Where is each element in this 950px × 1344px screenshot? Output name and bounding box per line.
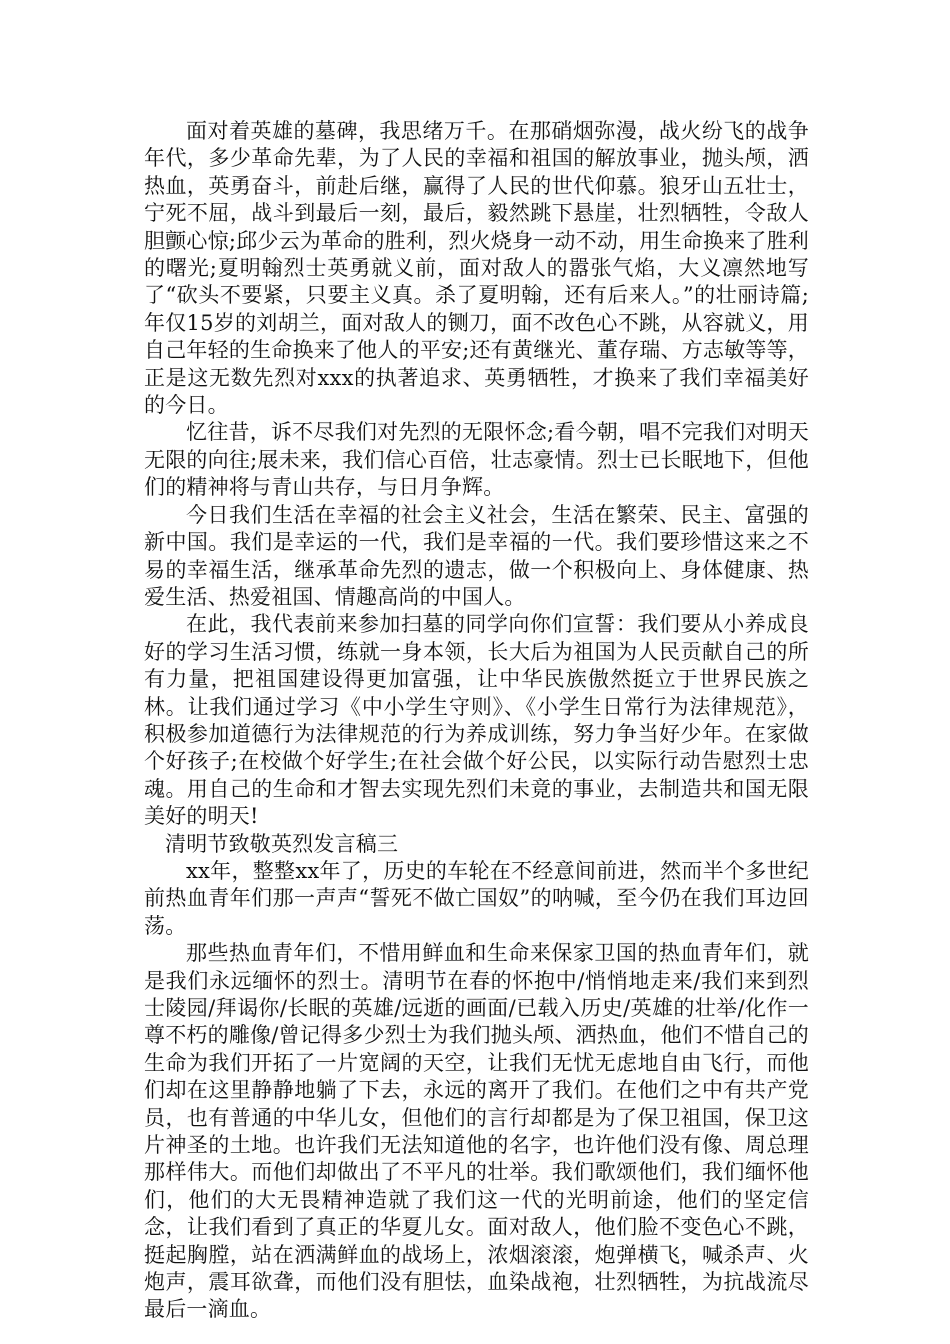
section-title: 清明节致敬英烈发言稿三 [165,831,399,856]
document-body [144,118,809,1324]
paragraph-oath: 在此，我代表前来参加扫墓的同学向你们宣誓：我们要从小养成良好的学习生活习惯，练就一身本领，长大后为祖国为人民贡献自己的所有力量，把祖国建设得更加富强，让中华民族傲然挺立于世界民族之林。让我们通过学习《中小学生守则》、《小学生日常行为法律规范》，积极参加道德行为法律规范的行为养成训练，努力争当好少年。在家做个好孩子;在校做个好学生;在社会做个好公民，以实际行动告慰烈士忠魂。用自己的生命和才智去实现先烈们未竟的事业，去制造共和国无限美好的明天! [144,612,809,829]
paragraph-remembrance: 忆往昔，诉不尽我们对先烈的无限怀念;看今朝，唱不完我们对明天无限的向往;展未来，我们信心百倍，壮志豪情。烈士已长眠地下，但他们的精神将与青山共存，与日月争辉。 [144,420,809,500]
paragraph-history-wheel: xx年，整整xx年了，历史的车轮在不经意间前进，然而半个多世纪前热血青年们那一声声“誓死不做亡国奴”的呐喊，至今仍在我们耳边回荡。 [144,858,809,938]
paragraph-heroes-tombstone: 面对着英雄的墓碑，我思绪万千。在那硝烟弥漫，战火纷飞的战争年代，多少革命先辈，为了人民的幸福和祖国的解放事业，抛头颅，洒热血，英勇奋斗，前赴后继，赢得了人民的世代仰慕。狼牙山五壮士，宁死不屈，战斗到最后一刻，最后，毅然跳下悬崖，壮烈牺牲，令敌人胆颤心惊;邱少云为革命的胜利，烈火烧身一动不动，用生命换来了胜利的曙光;夏明翰烈士英勇就义前，面对敌人的嚣张气焰，大义凛然地写了“砍头不要紧，只要主义真。杀了夏明翰，还有后来人。”的壮丽诗篇;年仅15岁的刘胡兰，面对敌人的铡刀，面不改色心不跳，从容就义，用自己年轻的生命换来了他人的平安;还有黄继光、董存瑞、方志敏等等，正是这无数先烈对xxx的执著追求、英勇牺牲，才换来了我们幸福美好的今日。 [144,119,809,418]
paragraph-martyrs-tribute: 那些热血青年们，不惜用鲜血和生命来保家卫国的热血青年们，就是我们永远缅怀的烈士。清明节在春的怀抱中/悄悄地走来/我们来到烈士陵园/拜谒你/长眠的英雄/远逝的画面/已载入历史/英雄的壮举/化作一尊不朽的雕像/曾记得多少烈士为我们抛头颅、洒热血，他们不惜自己的生命为我们开拓了一片宽阔的天空，让我们无忧无虑地自由飞行，而他们却在这里静静地躺了下去，永远的离开了我们。在他们之中有共产党员，也有普通的中华儿女，但他们的言行却都是为了保卫祖国，保卫这片神圣的土地。也许我们无法知道他的名字，也许他们没有像、周总理那样伟大。而他们却做出了不平凡的壮举。我们歌颂他们，我们缅怀他们，他们的大无畏精神造就了我们这一代的光明前途，他们的坚定信念，让我们看到了真正的华夏儿女。面对敌人，他们脸不变色心不跳，挺起胸膛，站在洒满鲜血的战场上，浓烟滚滚，炮弹横飞，喊杀声、火炮声，震耳欲聋，而他们没有胆怯，血染战袍，壮烈牺牲，为抗战流尽最后一滴血。 [144,941,809,1322]
paragraph-new-china: 今日我们生活在幸福的社会主义社会，生活在繁荣、民主、富强的新中国。我们是幸运的一代，我们是幸福的一代。我们要珍惜这来之不易的幸福生活，继承革命先烈的遗志，做一个积极向上、身体健康、热爱生活、热爱祖国、情趣高尚的中国人。 [144,502,809,609]
